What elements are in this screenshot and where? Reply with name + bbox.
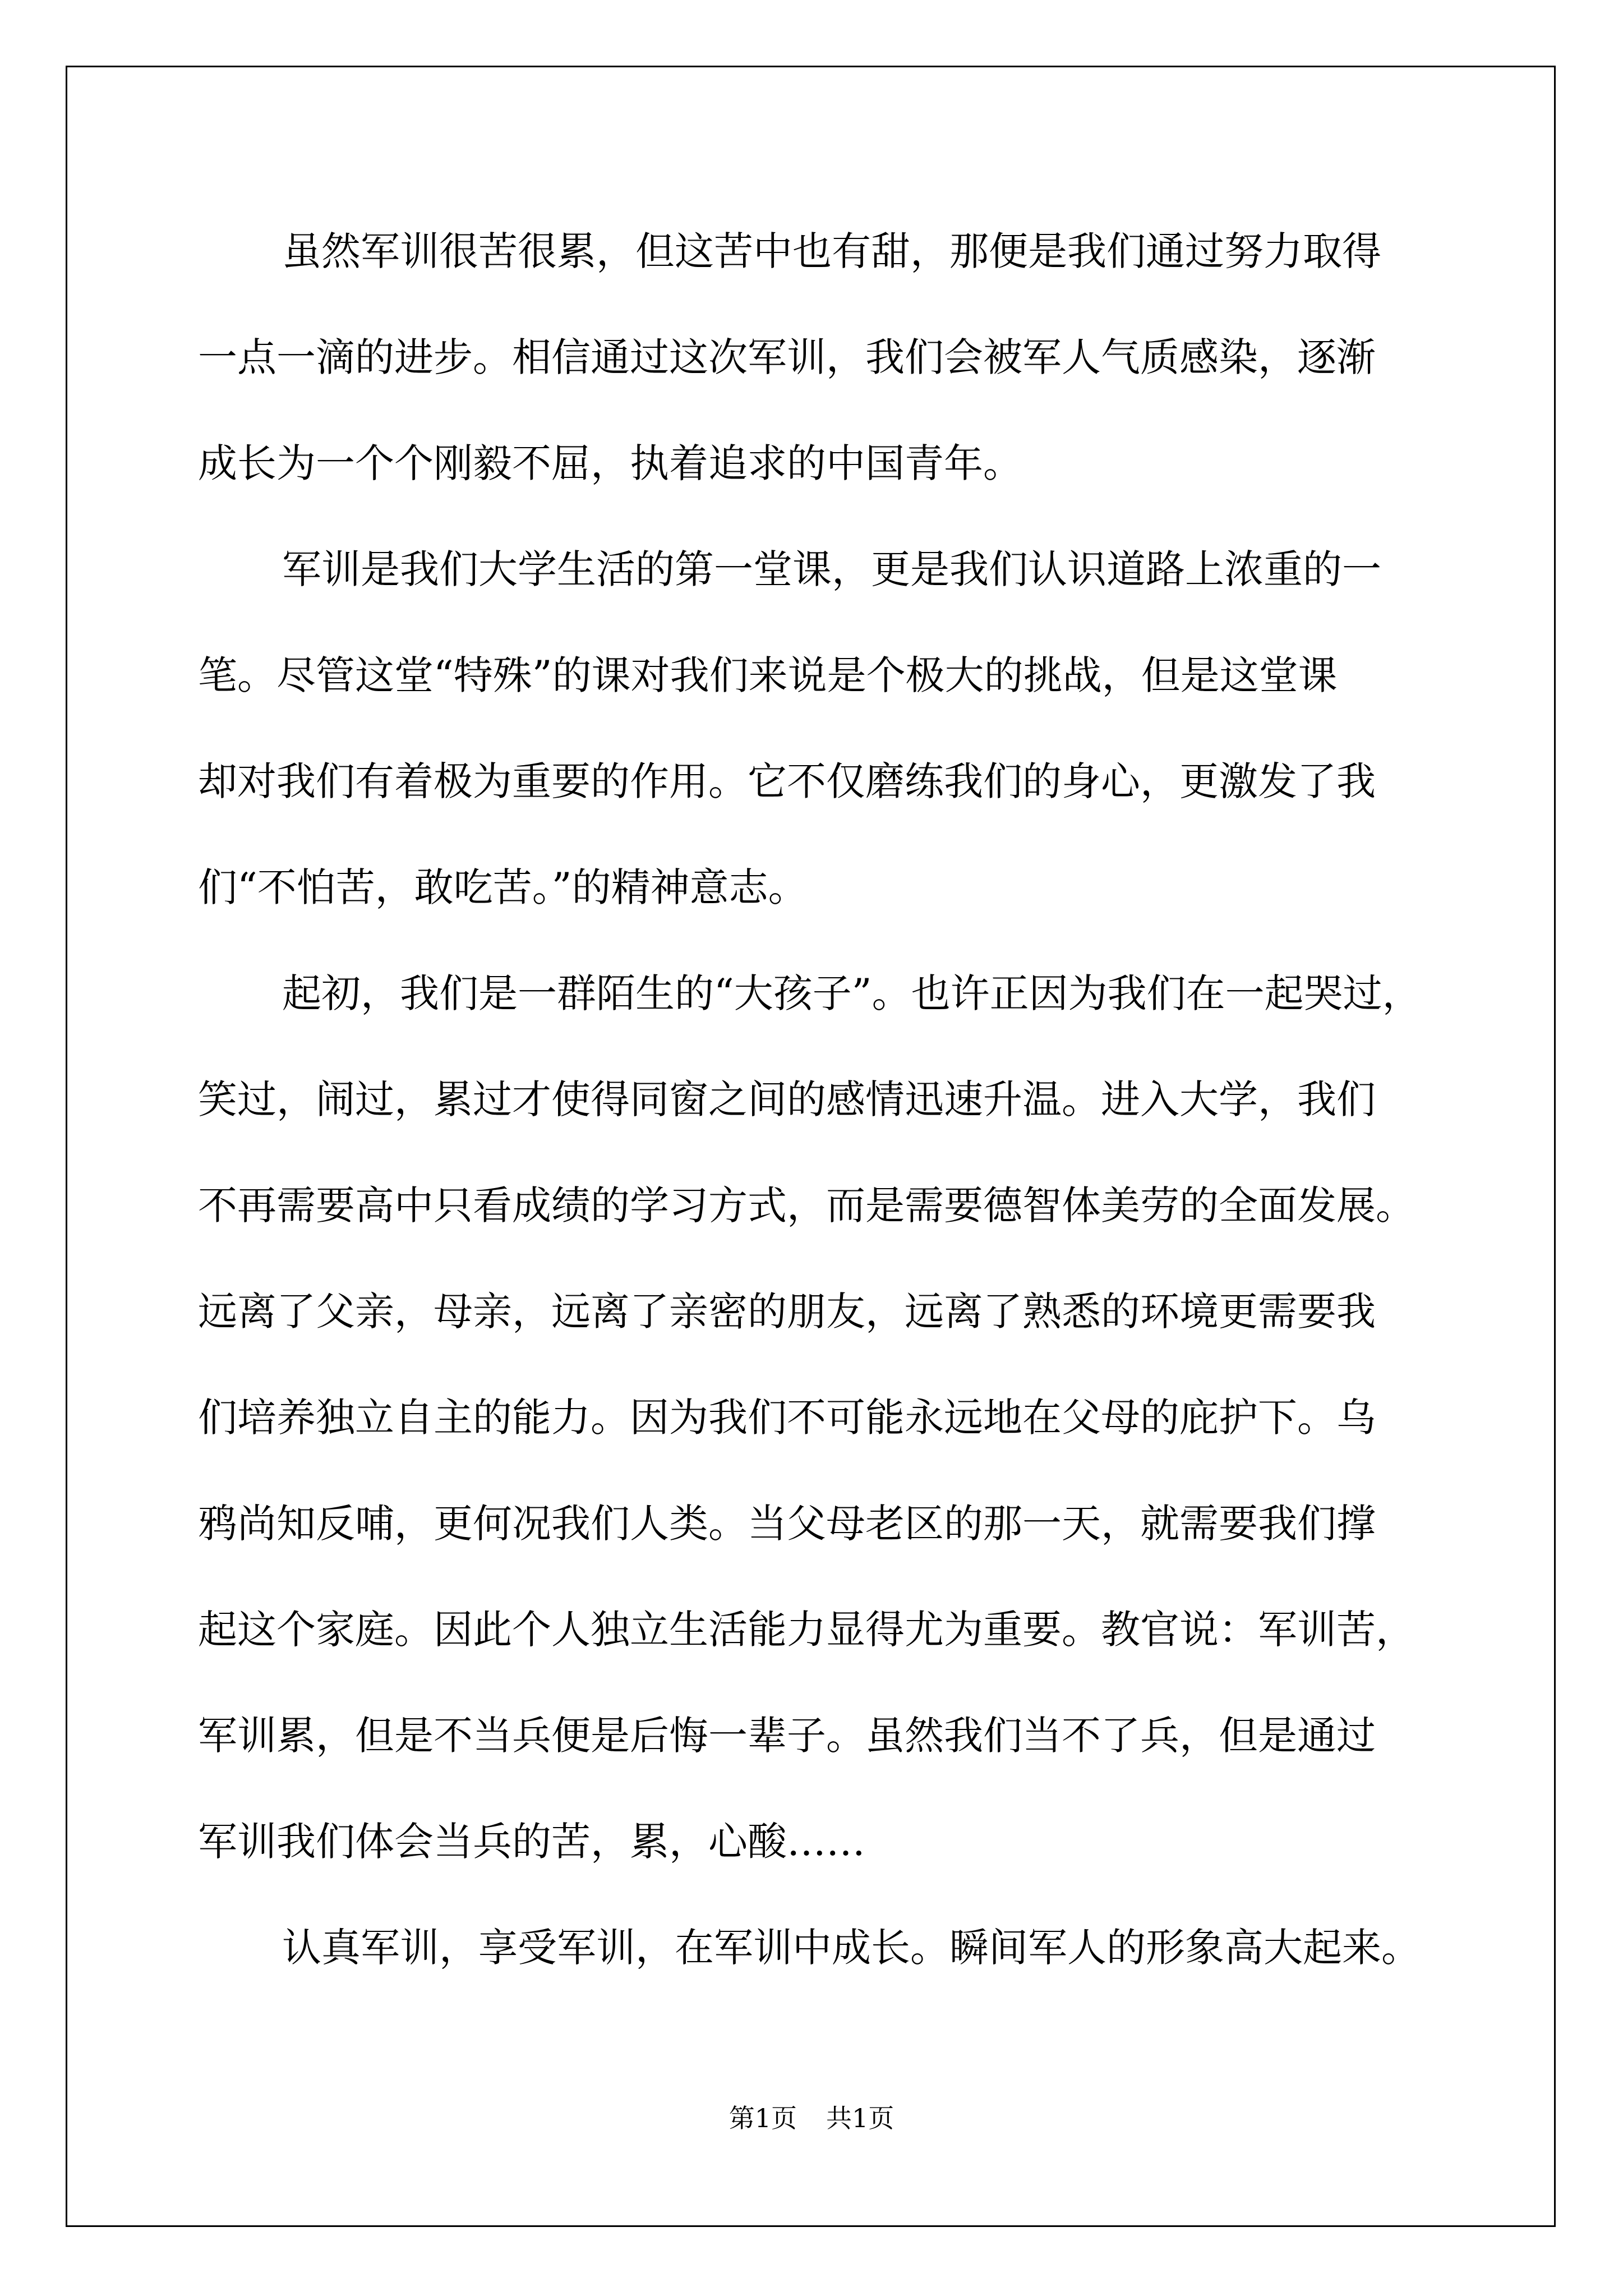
text-line: 们“不怕苦，敢吃苦。”的精神意志。 <box>198 864 808 910</box>
paragraph-2 <box>198 517 1429 941</box>
text-line: 笑过，闹过，累过才使得同窗之间的感情迅速升温。进入大学，我们 <box>198 1076 1376 1122</box>
text-line: 们培养独立自主的能力。因为我们不可能永远地在父母的庇护下。乌 <box>198 1395 1376 1441</box>
text-line: 不再需要高中只看成绩的学习方式，而是需要德智体美劳的全面发展。 <box>198 1182 1415 1228</box>
text-line: 一点一滴的进步。相信通过这次军训，我们会被军人气质感染，逐渐 <box>198 334 1376 380</box>
text-line: 认真军训，享受军训，在军训中成长。瞬间军人的形象高大起来。 <box>282 1925 1421 1971</box>
text-line: 起初，我们是一群陌生的“大孩子”。也许正因为我们在一起哭过， <box>282 970 1422 1016</box>
paragraph-3 <box>198 941 1429 1895</box>
text-line: 军训累，但是不当兵便是后悔一辈子。虽然我们当不了兵，但是通过 <box>198 1713 1376 1759</box>
page-total: 共1页 <box>826 2103 895 2133</box>
paragraph-4 <box>198 1895 1429 2001</box>
text-line: 却对我们有着极为重要的作用。它不仅磨练我们的身心，更激发了我 <box>198 758 1376 804</box>
text-line: 成长为一个个刚毅不屈，执着追求的中国青年。 <box>198 440 1022 486</box>
text-line: 军训我们体会当兵的苦，累，心酸…… <box>198 1819 865 1865</box>
page-number: 第1页 <box>728 2103 797 2133</box>
text-line: 起这个家庭。因此个人独立生活能力显得尤为重要。教官说：军训苦， <box>198 1607 1415 1653</box>
text-line: 虽然军训很苦很累，但这苦中也有甜，那便是我们通过努力取得 <box>282 228 1381 274</box>
text-line: 军训是我们大学生活的第一堂课，更是我们认识道路上浓重的一 <box>282 546 1381 592</box>
document-body <box>198 199 1429 2001</box>
paragraph-1 <box>198 199 1429 517</box>
text-line: 远离了父亲，母亲，远离了亲密的朋友，远离了熟悉的环境更需要我 <box>198 1289 1376 1335</box>
page-footer <box>0 2101 1623 2135</box>
text-line: 鸦尚知反哺，更何况我们人类。当父母老区的那一天，就需要我们撑 <box>198 1501 1376 1547</box>
text-line: 笔。尽管这堂“特殊”的课对我们来说是个极大的挑战，但是这堂课 <box>198 652 1338 698</box>
